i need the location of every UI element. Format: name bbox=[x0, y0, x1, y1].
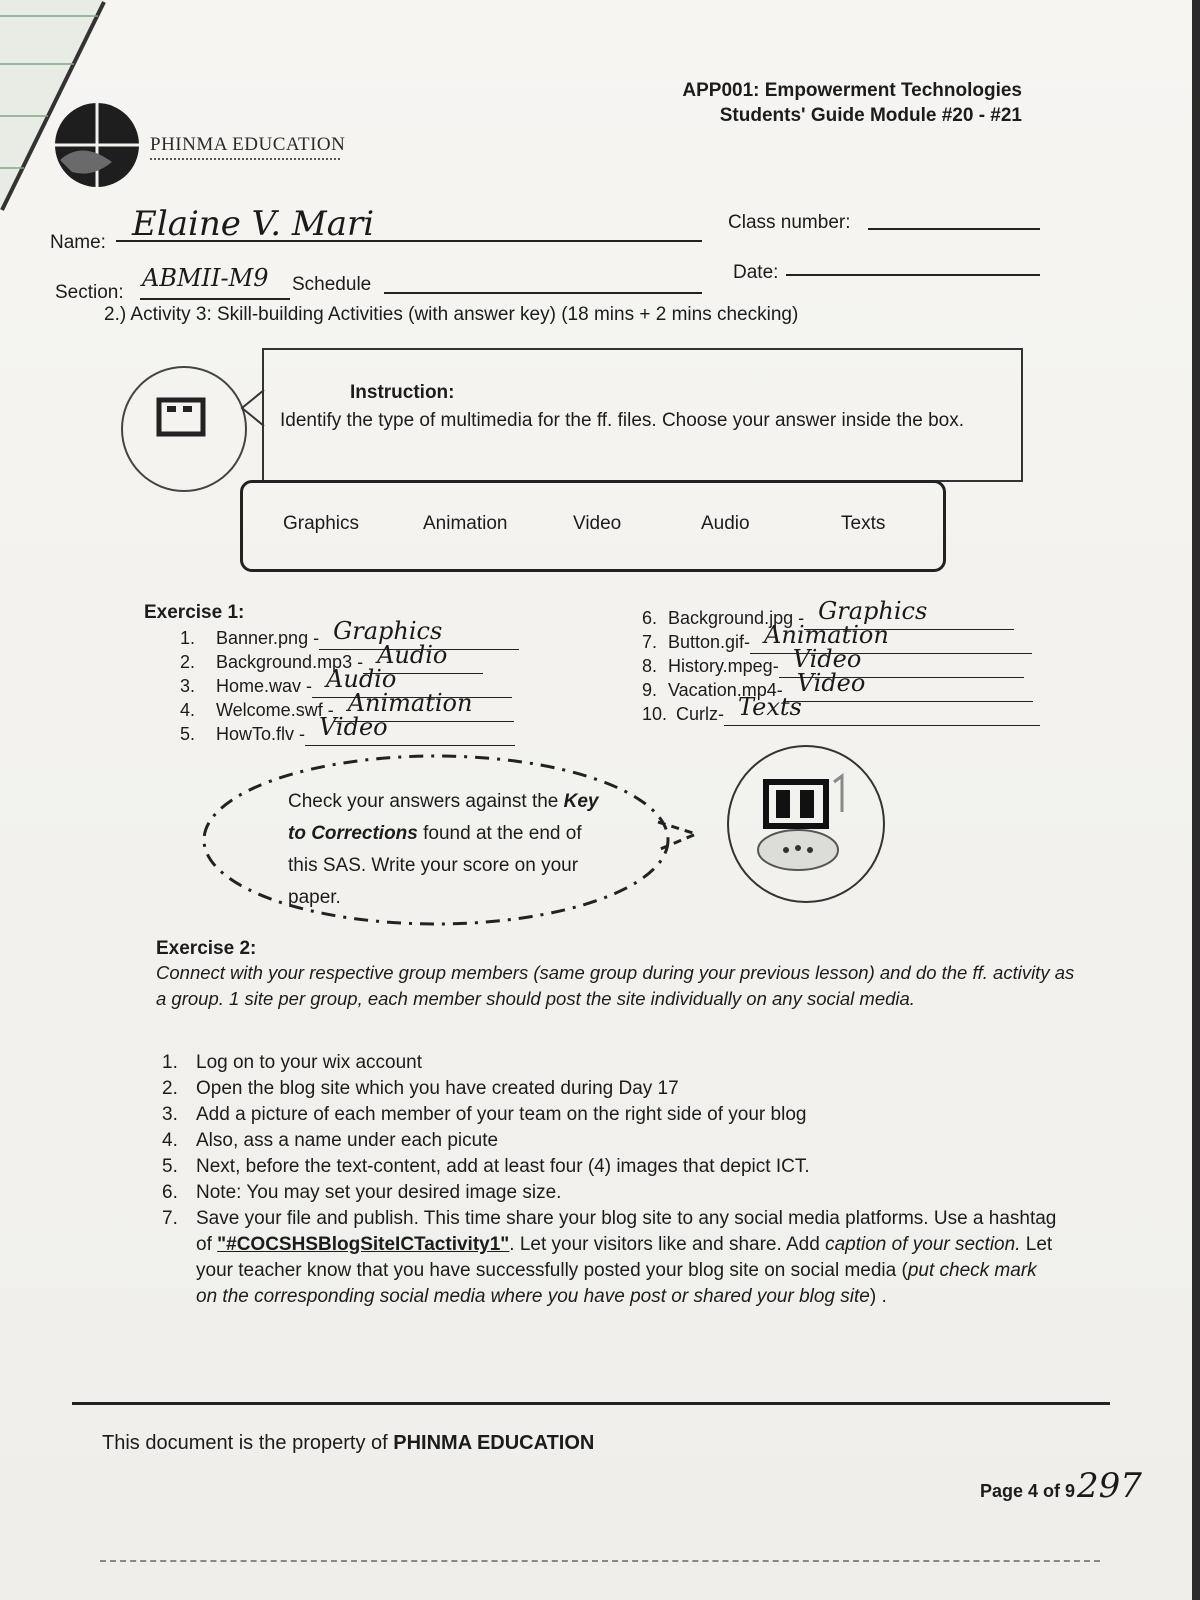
class-number-label: Class number: bbox=[728, 212, 851, 233]
item-file: Welcome.swf - bbox=[216, 700, 334, 720]
item-number: 1. bbox=[180, 628, 196, 648]
exercise2-intro: Connect with your respective group members (same group during your previous lesson) and do the ff. activity as a group. 1 site per group, each member should post the site individually on any social media. bbox=[156, 962, 1075, 1009]
answer-field[interactable] bbox=[305, 713, 515, 746]
phinma-logo bbox=[52, 100, 352, 200]
answer-value: Video bbox=[319, 713, 388, 741]
exercise1-left-list bbox=[180, 617, 560, 746]
item-number: 4. bbox=[180, 700, 196, 720]
page-number-text: Page 4 of 9 bbox=[980, 1481, 1076, 1501]
answer-value: Audio bbox=[377, 641, 448, 669]
footer-property bbox=[102, 1432, 594, 1455]
exercise1-item bbox=[642, 669, 1052, 702]
item-number: 10. bbox=[642, 704, 668, 724]
item-file: Background.mp3 - bbox=[216, 652, 364, 672]
step7-part-a: Save your file and publish. This time share your blog site to any social media platforms. Use a hashtag of bbox=[196, 1208, 1057, 1255]
robot-mascot-icon bbox=[722, 742, 892, 904]
item-number: 9. bbox=[642, 680, 658, 700]
module-title: Students' Guide Module #20 - #21 bbox=[719, 105, 1022, 126]
item-number: 8. bbox=[642, 656, 658, 676]
exercise2-steps bbox=[162, 1050, 1062, 1310]
section-label: Section: bbox=[55, 282, 124, 303]
step-text: Note: You may set your desired image size. bbox=[196, 1182, 562, 1203]
step-number: 5. bbox=[162, 1156, 178, 1177]
step7-part-e: put check mark on the corresponding social media where you have post or shared your blog site bbox=[196, 1260, 1037, 1307]
answer-field[interactable] bbox=[783, 669, 1033, 702]
item-file: Button.gif- bbox=[668, 632, 751, 652]
answer-value: Audio bbox=[326, 665, 397, 693]
scan-artifact-line bbox=[100, 1560, 1100, 1562]
activity-number: 2.) bbox=[104, 304, 127, 325]
step-text: Log on to your wix account bbox=[196, 1052, 423, 1073]
course-title: APP001: Empowerment Technologies bbox=[682, 80, 1022, 101]
footer-rule bbox=[72, 1402, 1110, 1405]
phinma-logo-mark bbox=[52, 100, 142, 190]
step7-part-d: Let your teacher know that you have successfully posted your blog site on social media ( bbox=[196, 1234, 1053, 1281]
activity-heading bbox=[104, 304, 798, 326]
step7-part-c: caption of your section. bbox=[825, 1234, 1021, 1255]
name-value: Elaine V. Mari bbox=[132, 204, 375, 244]
step-number: 2. bbox=[162, 1078, 178, 1099]
module-header bbox=[682, 78, 1022, 128]
name-label: Name: bbox=[50, 232, 106, 253]
step-number: 6. bbox=[162, 1182, 178, 1203]
step7-part-b: . Let your visitors like and share. Add bbox=[509, 1234, 826, 1255]
step-number: 7. bbox=[162, 1208, 178, 1229]
exercise2-title: Exercise 2: bbox=[156, 938, 257, 959]
exercise1-title: Exercise 1: bbox=[144, 602, 245, 623]
key-to-corrections: Key to Corrections bbox=[288, 791, 599, 844]
schedule-label: Schedule bbox=[292, 274, 372, 295]
instruction-text: Identify the type of multimedia for the ff. files. Choose your answer inside the box. bbox=[280, 410, 965, 431]
step-text: Next, before the text-content, add at least four (4) images that depict ICT. bbox=[196, 1156, 810, 1177]
answer-value: Animation bbox=[347, 689, 473, 717]
step-text: Also, ass a name under each picute bbox=[196, 1130, 499, 1151]
item-file: History.mpeg- bbox=[668, 656, 779, 676]
item-number: 7. bbox=[642, 632, 658, 652]
exercise1-item bbox=[642, 693, 1052, 726]
answer-value: Video bbox=[792, 645, 862, 673]
check-note-part1: Check your answers against the bbox=[288, 791, 564, 812]
instruction-avatar-circle bbox=[121, 366, 247, 492]
answer-value: Texts bbox=[738, 693, 802, 721]
step-item bbox=[162, 1206, 1062, 1310]
answer-value: Graphics bbox=[333, 617, 443, 645]
item-file: Vacation.mp4- bbox=[668, 680, 783, 700]
handwritten-page-number: 297 bbox=[1077, 1466, 1142, 1506]
answer-value: Animation bbox=[764, 621, 889, 649]
answer-value: Video bbox=[796, 669, 866, 697]
step-item bbox=[162, 1154, 1062, 1180]
logo-name: PHINMA EDUCATION bbox=[150, 134, 346, 155]
section-value: ABMII-M9 bbox=[142, 264, 269, 292]
item-number: 6. bbox=[642, 608, 658, 628]
date-label: Date: bbox=[733, 262, 779, 283]
step-number: 1. bbox=[162, 1052, 178, 1073]
step-number: 4. bbox=[162, 1130, 178, 1151]
check-answers-note bbox=[288, 786, 608, 914]
choice-graphics: Graphics bbox=[283, 513, 360, 534]
answer-field[interactable] bbox=[724, 693, 1040, 726]
date-field[interactable] bbox=[786, 254, 1040, 276]
robot-icon bbox=[123, 368, 245, 490]
section-field[interactable] bbox=[140, 264, 290, 300]
item-file: Banner.png - bbox=[216, 628, 320, 648]
step-item bbox=[162, 1076, 1062, 1102]
footer-property-prefix: This document is the property of bbox=[102, 1432, 394, 1454]
step-text: Add a picture of each member of your team on the right side of your blog bbox=[196, 1104, 807, 1125]
exercise1-item bbox=[180, 713, 560, 746]
page-number bbox=[980, 1466, 1142, 1506]
answer-choices-box bbox=[240, 480, 946, 572]
hashtag-text: "#COCSHSBlogSiteICTactivity1" bbox=[217, 1234, 510, 1255]
item-number: 5. bbox=[180, 724, 196, 744]
step-item bbox=[162, 1180, 1062, 1206]
item-file: HowTo.flv - bbox=[216, 724, 306, 744]
item-number: 3. bbox=[180, 676, 196, 696]
item-number: 2. bbox=[180, 652, 196, 672]
answer-value: Graphics bbox=[818, 597, 928, 625]
step-number: 3. bbox=[162, 1104, 178, 1125]
page-edge-shadow bbox=[1192, 0, 1200, 1600]
class-number-field[interactable] bbox=[868, 210, 1040, 230]
exercise1-right-list bbox=[642, 597, 1052, 726]
choice-texts: Texts bbox=[841, 513, 886, 534]
item-file: Curlz- bbox=[676, 704, 724, 724]
item-file: Background.jpg - bbox=[668, 608, 805, 628]
name-field[interactable] bbox=[116, 204, 702, 244]
schedule-field[interactable] bbox=[384, 272, 702, 294]
instruction-title: Instruction: bbox=[350, 382, 455, 403]
check-note-part2: found at the end of this SAS. Write your score on your paper. bbox=[288, 823, 582, 908]
exercise1-item bbox=[180, 617, 560, 650]
logo-tagline bbox=[150, 158, 340, 164]
choice-video: Video bbox=[573, 513, 622, 534]
item-file: Home.wav - bbox=[216, 676, 313, 696]
activity-title: Activity 3: Skill-building Activities (with answer key) (18 mins + 2 mins checking) bbox=[130, 304, 799, 325]
footer-property-org: PHINMA EDUCATION bbox=[393, 1432, 595, 1454]
choice-audio: Audio bbox=[701, 513, 750, 534]
step-item bbox=[162, 1102, 1062, 1128]
choice-animation: Animation bbox=[423, 513, 508, 534]
step7-part-f: ) . bbox=[869, 1286, 887, 1307]
step-item bbox=[162, 1050, 1062, 1076]
step-text: Open the blog site which you have created during Day 17 bbox=[196, 1078, 679, 1099]
step-7-text bbox=[196, 1206, 1062, 1310]
step-item bbox=[162, 1128, 1062, 1154]
